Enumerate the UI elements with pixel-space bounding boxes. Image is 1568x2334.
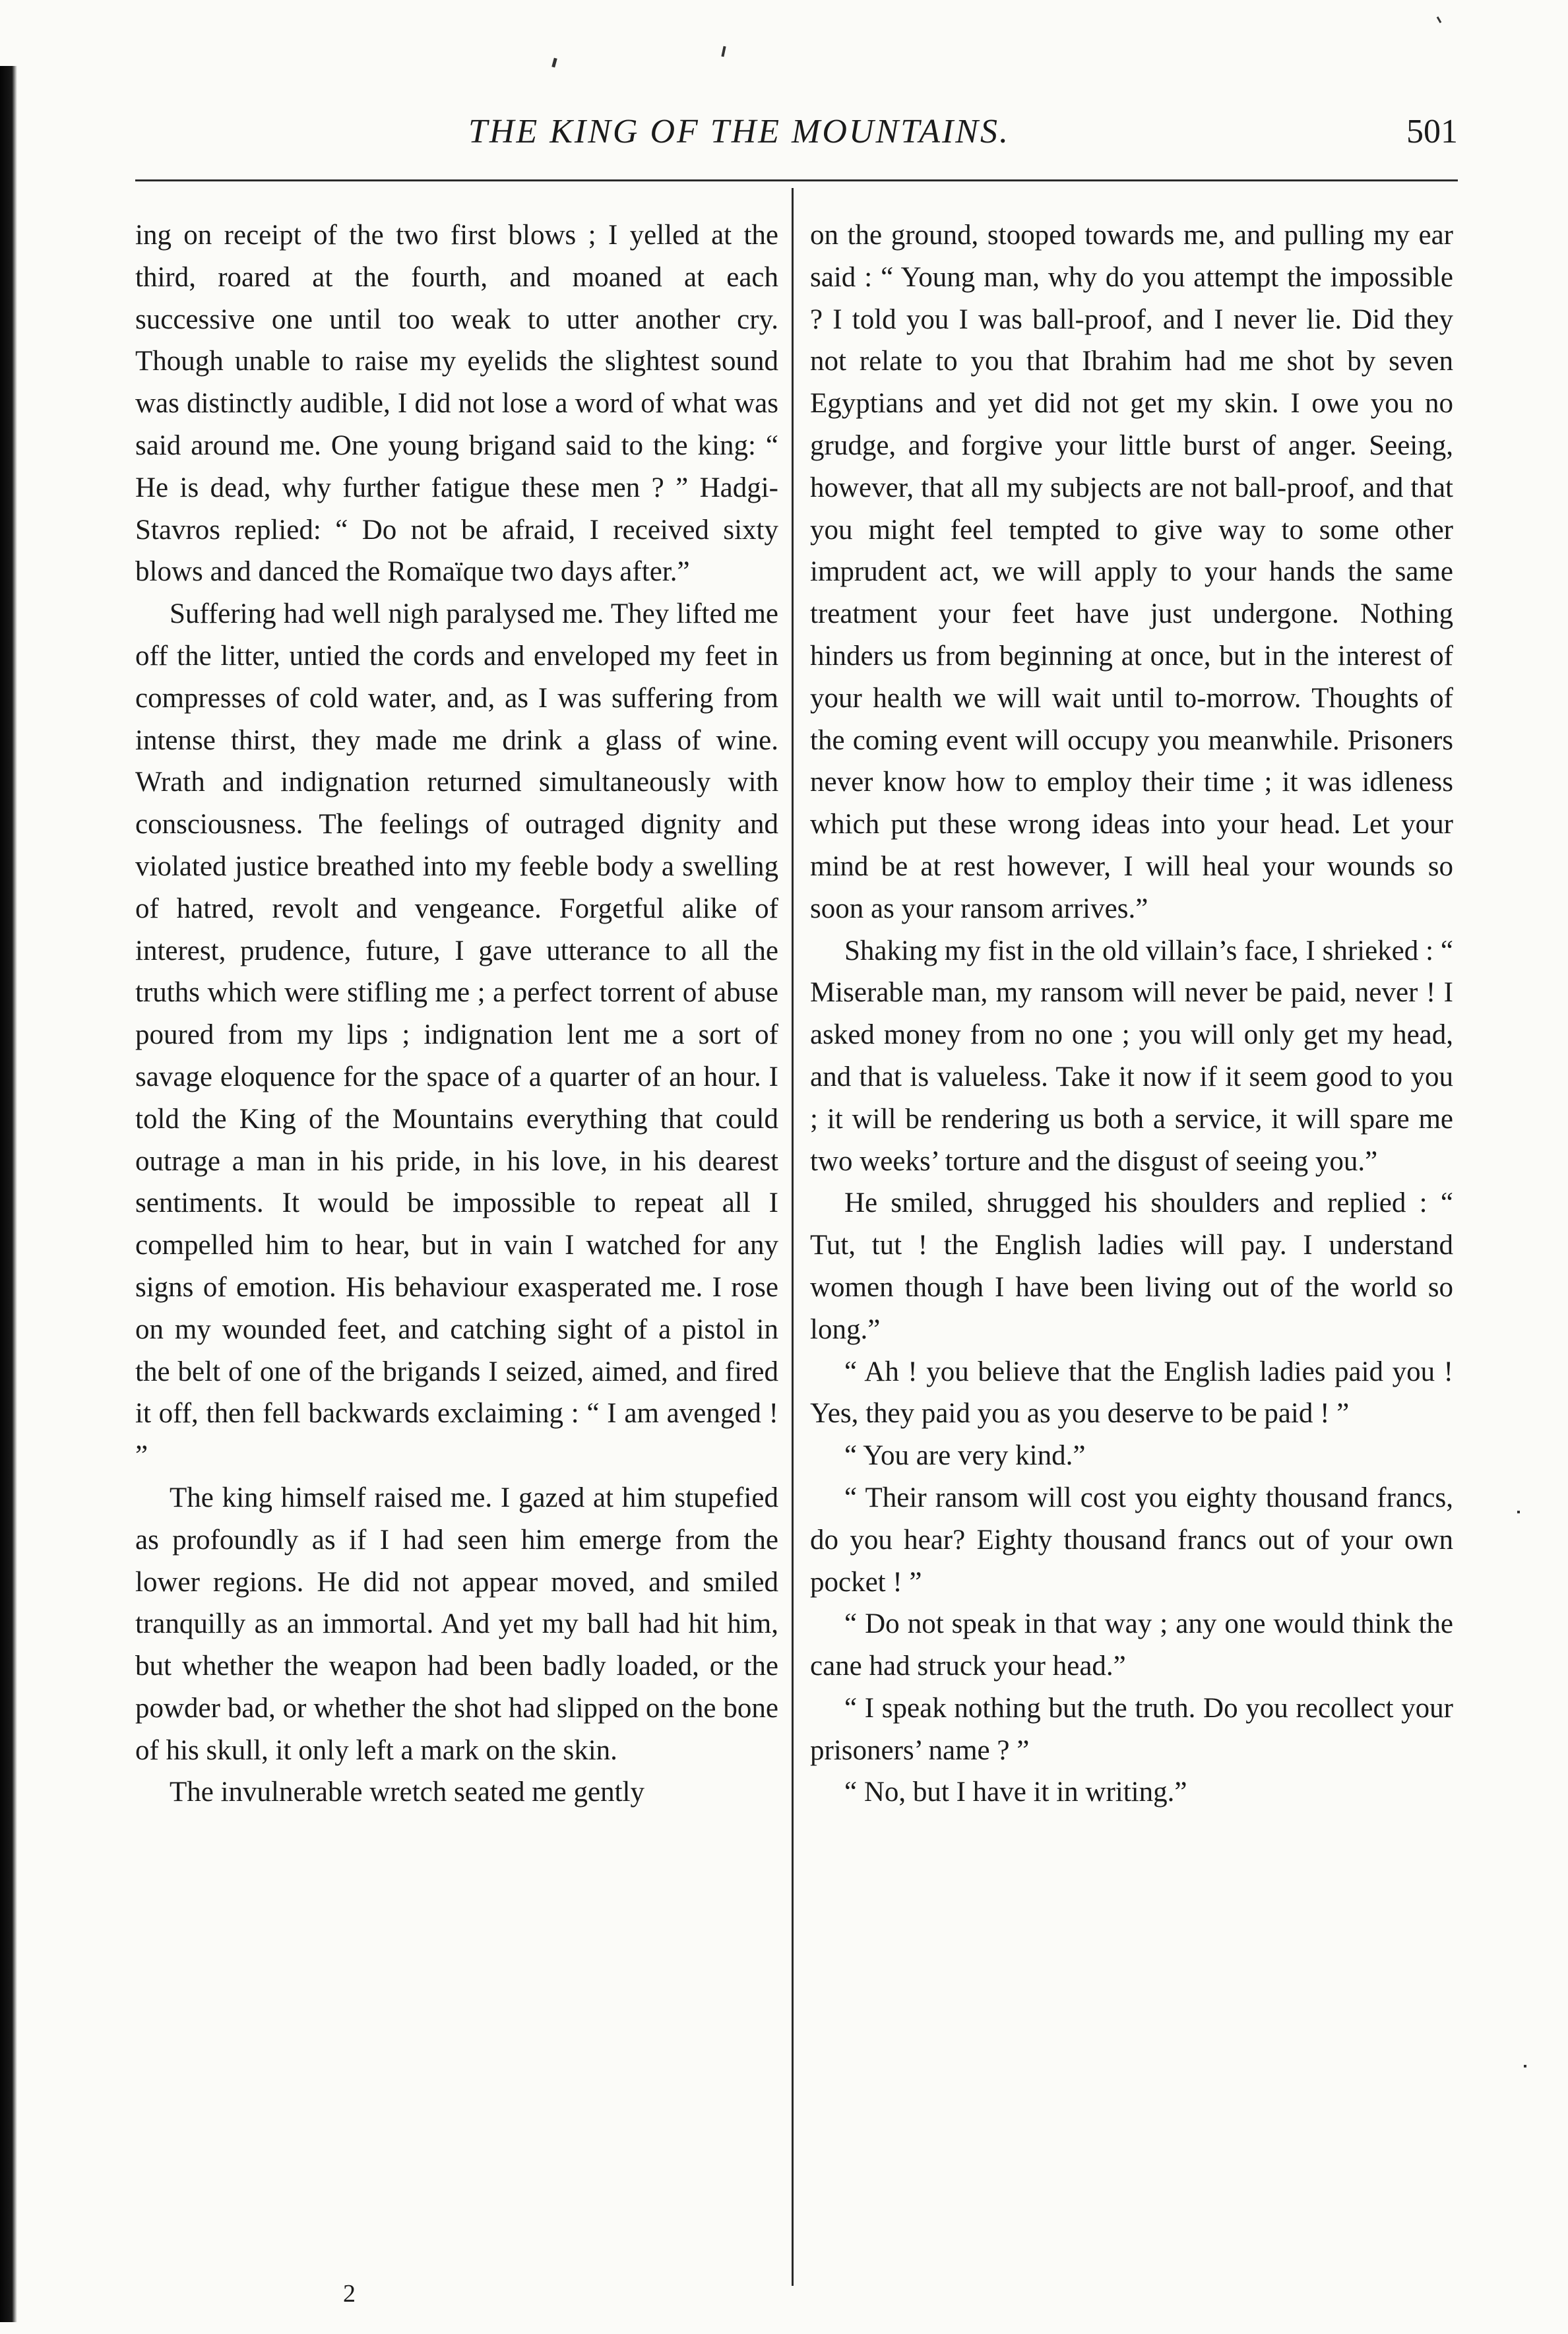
ink-speck	[721, 46, 726, 57]
page-header	[132, 112, 1458, 172]
paragraph: Shaking my fist in the old villain’s face, I shrieked : “ Miserable man, my ransom will never be paid, never ! I asked money from no one ; you will only get my head, and that is valueless. Take it now if it seem good to you ; it will be rendering us both a service, it will spare me two weeks’ torture and the disgust of seeing you.”	[810, 935, 1453, 1177]
paragraph: Suffering had well nigh paralysed me. They lifted me off the litter, untied the cords and enveloped my feet in compresses of cold water, and, as I was suffering from intense thirst, they made me drink a glass of wine. Wrath and indignation returned simultaneously with consciousness. The feelings of outraged dignity and violated justice breathed into my feeble body a swelling of hatred, revolt and vengeance. Forgetful alike of interest, prudence, future, I gave utterance to all the truths which were stifling me ; a perfect torrent of abuse poured from my lips ; indignation lent me a sort of savage eloquence for the space of a quarter of an hour. I told the King of the Mountains everything that could outrage a man in his pride, in his love, in his dearest sentiments. It would be impossible to repeat all I compelled him to hear, but in vain I watched for any signs of emotion. His behaviour exasperated me. I rose on my wounded feet, and catching sight of a pistol in the belt of one of the brigands I seized, aimed, and fired it off, then fell backwards exclaiming : “ I am avenged ! ”	[135, 598, 778, 1472]
ink-speck	[1437, 16, 1442, 23]
paragraph: “ Do not speak in that way ; any one would think the cane had struck your head.”	[810, 1608, 1453, 1682]
paragraph: “ I speak nothing but the truth. Do you recollect your prisoners’ name ? ”	[810, 1692, 1453, 1766]
running-title: THE KING OF THE MOUNTAINS.	[468, 113, 1010, 150]
paragraph: “ Their ransom will cost you eighty thousand francs, do you hear? Eighty thousand francs out of your own pocket ! ”	[810, 1482, 1453, 1598]
paragraph: The invulnerable wretch seated me gently	[170, 1777, 644, 1808]
paragraph: “ No, but I have it in writing.”	[844, 1777, 1187, 1808]
paragraph: “ Ah ! you believe that the English ladies paid you ! Yes, they paid you as you deserve to be paid ! ”	[810, 1356, 1453, 1430]
ink-speck	[551, 58, 557, 68]
column-divider	[792, 188, 794, 2286]
paragraph: on the ground, stooped towards me, and pulling my ear said : “ Young man, why do you attempt the impossible ? I told you I was ball-proof, and I never lie. Did they not relate to you that Ibrahim had me shot by seven Egyptians and yet did not get my skin. I owe you no grudge, and forgive your little burst of anger. Seeing, however, that all my subjects are not ball-proof, and that you might feel tempted to give way to some other imprudent act, we will apply to your hands the same treatment your feet have just undergone. Nothing hinders us from beginning at once, but in the interest of your health we will wait until to-morrow. Thoughts of the coming event will occupy you meanwhile. Prisoners never know how to employ their time ; it was idleness which put these wrong ideas into your head. Let your mind be at rest however, I will heal your wounds so soon as your ransom arrives.”	[810, 220, 1453, 924]
right-column	[810, 214, 1453, 1814]
ink-speck	[1517, 1511, 1520, 1513]
signature-mark: 2	[343, 2280, 356, 2308]
binding-shadow	[0, 66, 17, 2322]
page-number: 501	[1406, 113, 1458, 150]
ink-speck	[1524, 2065, 1526, 2067]
paragraph: The king himself raised me. I gazed at him stupefied as profoundly as if I had seen him emerge from the lower regions. He did not appear moved, and smiled tranquilly as an immortal. And yet my ball had hit him, but whether the weapon had been badly loaded, or the powder bad, or whether the shot had slipped on the bone of his skull, it only left a mark on the skin.	[135, 1482, 778, 1766]
paragraph: “ You are very kind.”	[844, 1440, 1086, 1472]
left-column	[135, 214, 778, 1814]
paragraph: He smiled, shrugged his shoulders and replied : “ Tut, tut ! the English ladies will pay. I understand women though I have been living out of the world so long.”	[810, 1187, 1453, 1345]
header-rule	[135, 179, 1458, 181]
paragraph: ing on receipt of the two first blows ; I yelled at the third, roared at the fourth, and moaned at each successive one until too weak to utter another cry. Though unable to raise my eyelids the slightest sound was distinctly audible, I did not lose a word of what was said around me. One young brigand said to the king: “ He is dead, why further fatigue these men ? ” Hadgi-Stavros replied: “ Do not be afraid, I received sixty blows and danced the Romaïque two days after.”	[135, 220, 778, 588]
